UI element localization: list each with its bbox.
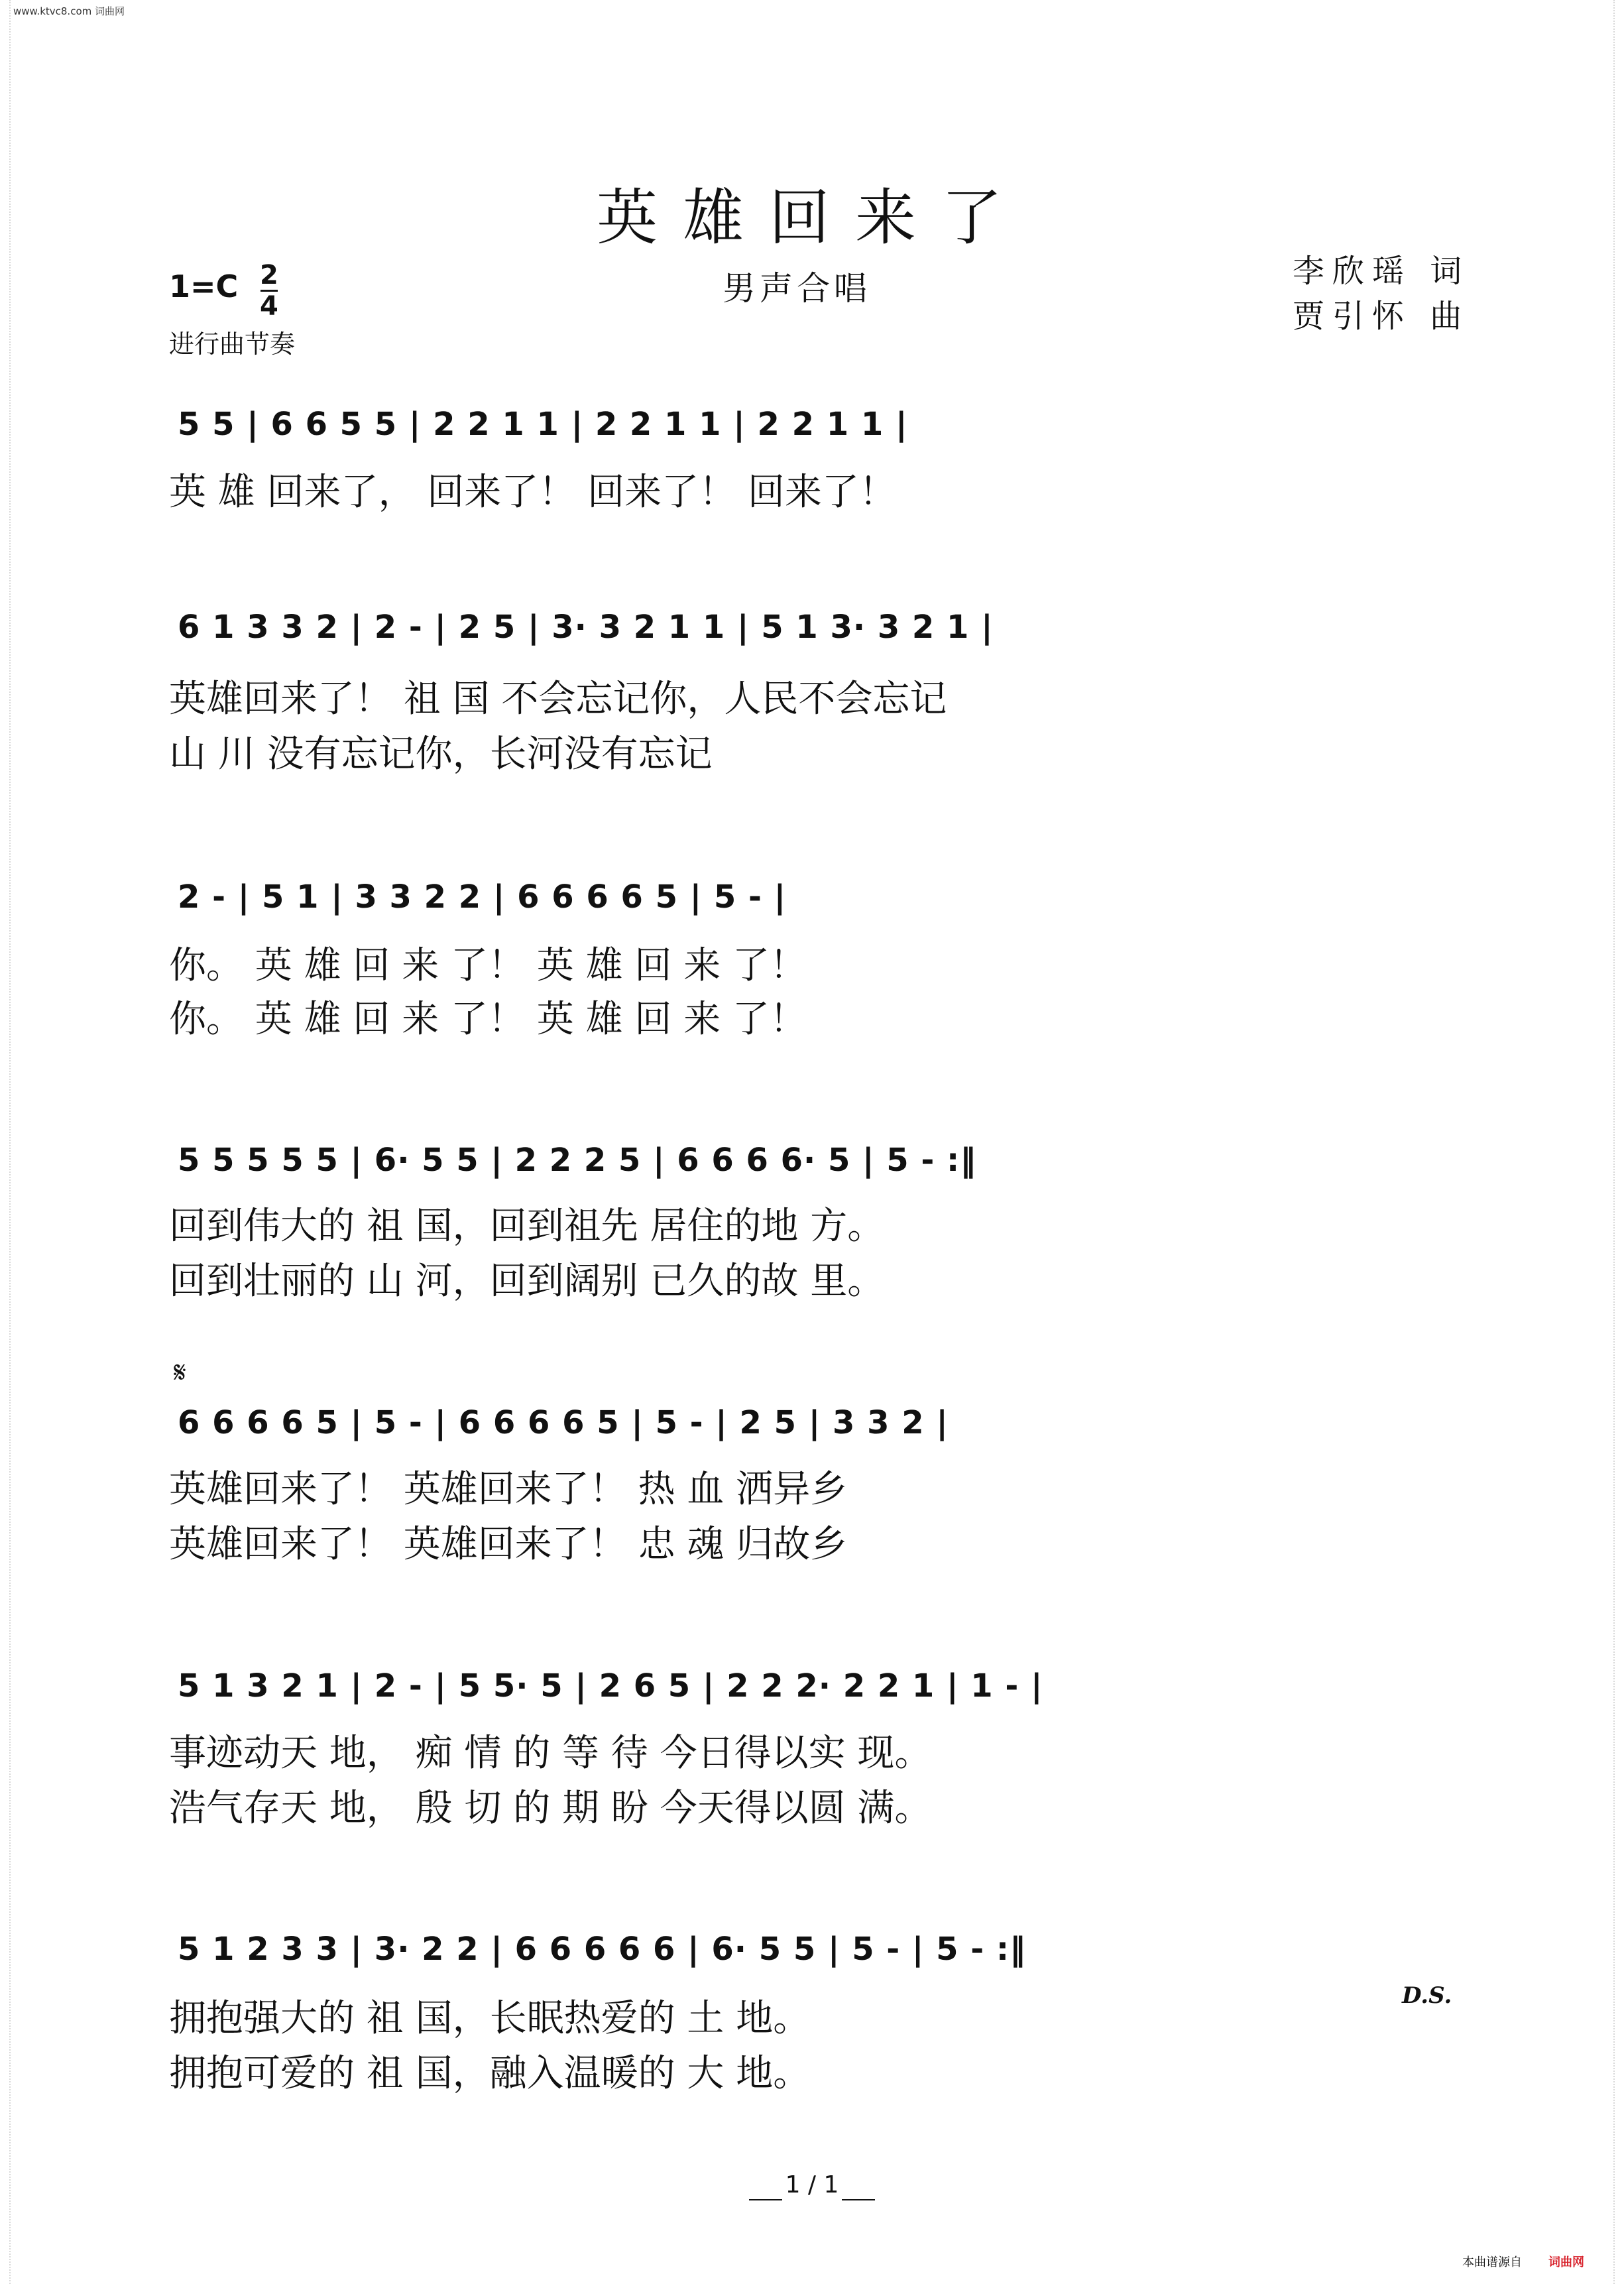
- lyric-row-7-verse-2: 拥抱可爱的 祖 国，融入温暖的 大 地。: [169, 2052, 811, 2095]
- dal-segno-marking: D.S.: [1402, 1982, 1452, 2009]
- score-title: 英雄回来了: [596, 182, 1027, 253]
- lyric-row-4-verse-2: 回到壮丽的 山 河，回到阔别 已久的故 里。: [169, 1260, 885, 1303]
- lyric-row-2-verse-2: 山 川 没有忘记你，长河没有忘记: [169, 733, 713, 776]
- header-url: www.ktvc8.com 词曲网: [13, 5, 125, 17]
- page-number: 1 / 1: [785, 2171, 839, 2198]
- lyric-row-7-verse-1: 拥抱强大的 祖 国，长眠热爱的 土 地。: [169, 1997, 811, 2040]
- footer-note: 本曲谱源自: [1462, 2255, 1522, 2269]
- composer-credit: 贾引怀 曲: [1293, 298, 1470, 335]
- lyricist-credit: 李欣瑶 词: [1293, 253, 1470, 290]
- notation-row-1: 5 5 | 6 6 5 5 | 2 2 1 1 | 2 2 1 1 | 2 2 1 1 |: [178, 406, 908, 443]
- tempo-marking: 进行曲节奏: [169, 330, 296, 359]
- footer: [1462, 2253, 1584, 2270]
- notation-row-7: 5 1 2 3 3 | 3· 2 2 | 6 6 6 6 6 | 6· 5 5 | 5 - | 5 - :‖: [178, 1931, 1027, 1968]
- notation-row-5: 6 6 6 6 5 | 5 - | 6 6 6 6 5 | 5 - | 2 5 | 3 3 2 |: [178, 1404, 949, 1441]
- notation-row-2: 6 1 3 3 2 | 2 - | 2 5 | 3· 3 2 1 1 | 5 1 3· 3 2 1 |: [178, 609, 994, 646]
- notation-row-6: 5 1 3 2 1 | 2 - | 5 5· 5 | 2 6 5 | 2 2 2· 2 2 1 | 1 - |: [178, 1667, 1043, 1705]
- notation-row-3: 2 - | 5 1 | 3 3 2 2 | 6 6 6 6 5 | 5 - |: [178, 878, 787, 916]
- score-subtitle: 男声合唱: [723, 269, 871, 308]
- key-signature: 1=C: [169, 269, 239, 304]
- segno-sign: 𝄋: [174, 1356, 186, 1390]
- footer-brand[interactable]: 词曲网: [1548, 2255, 1584, 2269]
- notation-row-4: 5 5 5 5 5 | 6· 5 5 | 2 2 2 5 | 6 6 6 6· 5 | 5 - :‖: [178, 1142, 977, 1179]
- time-signature-bottom: 4: [260, 291, 278, 322]
- lyric-row-2-verse-1: 英雄回来了！ 祖 国 不会忘记你，人民不会忘记: [169, 678, 947, 721]
- lyric-row-5-verse-2: 英雄回来了！ 英雄回来了！ 忠 魂 归故乡: [169, 1523, 848, 1566]
- lyric-row-4-verse-1: 回到伟大的 祖 国，回到祖先 居住的地 方。: [169, 1205, 885, 1248]
- time-signature-top: 2: [260, 260, 278, 290]
- lyric-row-6-verse-1: 事迹动天 地， 痴 情 的 等 待 今日得以实 现。: [169, 1732, 932, 1775]
- lyric-row-3-verse-1: 你。 英 雄 回 来 了！ 英 雄 回 来 了！: [169, 944, 807, 987]
- lyric-row-1-verse-1: 英 雄 回来了， 回来了！ 回来了！ 回来了！: [169, 471, 897, 514]
- lyric-row-3-verse-2: 你。 英 雄 回 来 了！ 英 雄 回 来 了！: [169, 998, 807, 1041]
- lyric-row-6-verse-2: 浩气存天 地， 殷 切 的 期 盼 今天得以圆 满。: [169, 1787, 932, 1830]
- lyric-row-5-verse-1: 英雄回来了！ 英雄回来了！ 热 血 洒异乡: [169, 1468, 848, 1511]
